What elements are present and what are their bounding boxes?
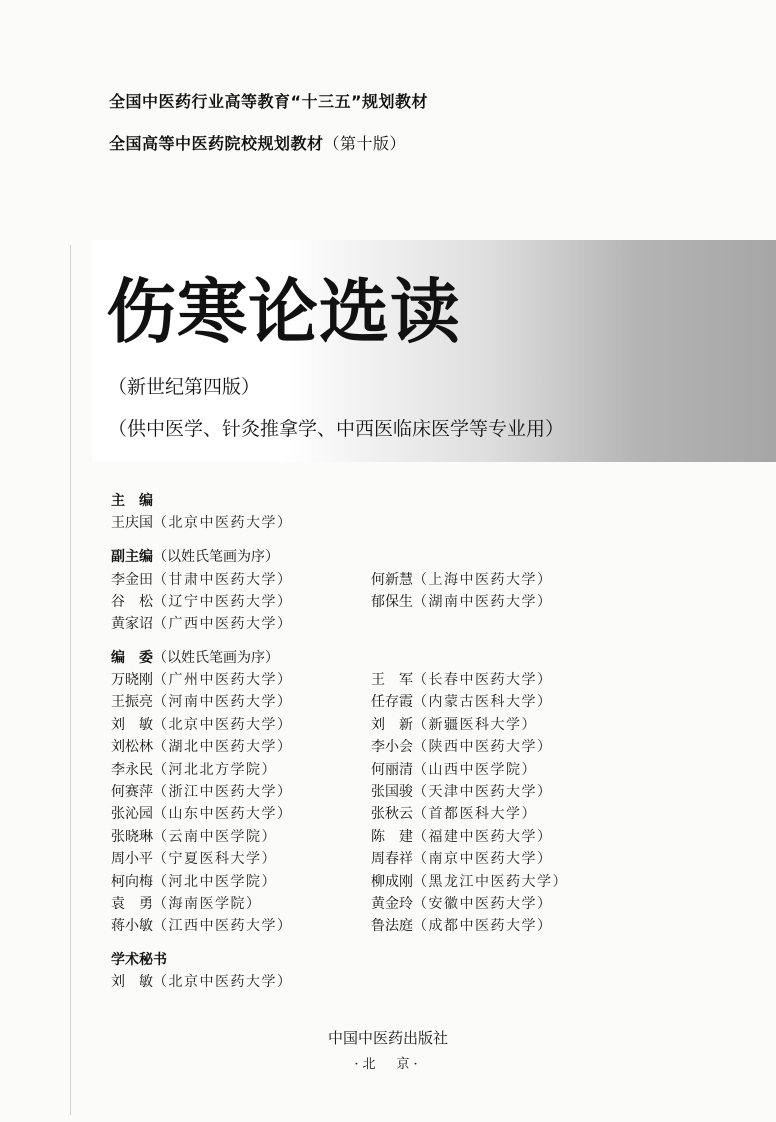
person-affiliation: （江西中医药大学） [153,918,293,934]
person-affiliation: （宁夏医科大学） [153,851,277,867]
person-name: 蒋小敏 [111,918,153,934]
publisher-city: ·北 京· [354,1057,422,1072]
person-affiliation: （首都医科大学） [413,806,537,822]
usage-label: （供中医学、针灸推拿学、中西医临床医学等专业用） [108,418,565,440]
committee-heading [111,647,279,667]
committee-member [111,714,293,734]
committee-order-note: （以姓氏笔画为序） [153,650,279,666]
person-affiliation: （安徽中医药大学） [413,896,553,912]
person-name: 陈 建 [371,829,413,845]
person-name: 刘 敏 [111,717,153,733]
chief-editor-heading: 主 编 [111,493,153,509]
person-name: 李永民 [111,762,153,778]
committee-member [111,915,293,935]
person-name: 柳成刚 [371,874,413,890]
page-binding-line [70,245,71,1115]
person-affiliation: （北京中医药大学） [153,717,293,733]
person-name: 柯向梅 [111,874,153,890]
series-line-2-main: 全国高等中医药院校规划教材 [109,134,324,153]
deputy-editor-entry [111,569,293,589]
person-name: 王振亮 [111,694,153,710]
committee-member [371,759,537,779]
person-name: 何新慧 [371,572,413,588]
person-affiliation: （河北中医学院） [153,874,277,890]
person-name: 刘 敏 [111,974,153,990]
person-name: 袁 勇 [111,896,153,912]
series-line-2-note: （第十版） [323,134,407,153]
person-name: 王 军 [371,672,413,688]
committee-member [371,871,568,891]
person-affiliation: （陕西中医药大学） [413,739,553,755]
deputy-editor-entry [111,591,293,611]
edition-label: （新世纪第四版） [108,376,261,398]
person-affiliation: （云南中医学院） [153,829,277,845]
committee-member [111,736,293,756]
book-title: 伤寒论选读 [106,270,461,353]
person-name: 周春祥 [371,851,413,867]
person-name: 张沁园 [111,806,153,822]
committee-member [111,803,293,823]
person-name: 王庆国 [111,515,153,531]
committee-member [111,848,277,868]
committee-member [371,893,553,913]
committee-member [371,736,553,756]
person-affiliation: （甘肃中医药大学） [153,572,293,588]
person-affiliation: （黑龙江中医药大学） [413,874,568,890]
committee-member [111,826,277,846]
person-name: 张国骏 [371,784,413,800]
secretary-heading: 学术秘书 [111,952,167,968]
committee-member [371,714,537,734]
person-affiliation: （上海中医药大学） [413,572,553,588]
person-name: 刘松林 [111,739,153,755]
person-affiliation: （北京中医药大学） [153,974,293,990]
deputy-editors-label: 副主编 [111,549,153,565]
person-name: 李金田 [111,572,153,588]
deputy-editor-entry [111,613,293,633]
committee-member [371,848,553,868]
person-name: 黄家诏 [111,616,153,632]
person-affiliation: （河南中医药大学） [153,694,293,710]
person-affiliation: （长春中医药大学） [413,672,553,688]
committee-member [371,669,553,689]
person-name: 黄金玲 [371,896,413,912]
person-name: 周小平 [111,851,153,867]
person-name: 张晓琳 [111,829,153,845]
deputy-editor-entry [371,591,553,611]
person-name: 李小会 [371,739,413,755]
person-affiliation: （辽宁中医药大学） [153,594,293,610]
committee-member [371,781,553,801]
person-name: 谷 松 [111,594,153,610]
person-affiliation: （南京中医药大学） [413,851,553,867]
committee-member [111,691,293,711]
deputy-editor-entry [371,569,553,589]
person-affiliation: （山西中医学院） [413,762,537,778]
person-affiliation: （湖北中医药大学） [153,739,293,755]
committee-member [111,759,277,779]
committee-label: 编 委 [111,650,153,666]
person-affiliation: （广州中医药大学） [153,672,293,688]
committee-member [371,691,553,711]
committee-member [111,893,262,913]
person-affiliation: （河北北方学院） [153,762,277,778]
person-name: 任存霞 [371,694,413,710]
person-affiliation: （成都中医药大学） [413,918,553,934]
person-affiliation: （浙江中医药大学） [153,784,293,800]
person-name: 刘 新 [371,717,413,733]
series-line-1: 全国中医药行业高等教育“十三五”规划教材 [109,92,429,111]
person-affiliation: （广西中医药大学） [153,616,293,632]
committee-member [111,781,293,801]
deputy-editors-order-note: （以姓氏笔画为序） [153,549,279,565]
committee-member [371,915,553,935]
committee-member [111,669,293,689]
person-affiliation: （海南医学院） [153,896,262,912]
person-name: 张秋云 [371,806,413,822]
secretary-entry [111,971,293,991]
person-name: 何丽清 [371,762,413,778]
person-affiliation: （北京中医药大学） [153,515,293,531]
chief-editor-entry [111,512,293,532]
person-affiliation: （天津中医药大学） [413,784,553,800]
committee-member [371,803,537,823]
person-name: 何赛萍 [111,784,153,800]
person-affiliation: （湖南中医药大学） [413,594,553,610]
person-affiliation: （山东中医药大学） [153,806,293,822]
committee-member [111,871,277,891]
committee-member [371,826,553,846]
person-affiliation: （福建中医药大学） [413,829,553,845]
series-line-2 [109,131,406,154]
publisher-name: 中国中医药出版社 [327,1029,448,1047]
person-affiliation: （内蒙古医科大学） [413,694,553,710]
person-name: 鲁法庭 [371,918,413,934]
person-name: 郁保生 [371,594,413,610]
person-name: 万晓刚 [111,672,153,688]
person-affiliation: （新疆医科大学） [413,717,537,733]
deputy-editors-heading [111,546,279,566]
